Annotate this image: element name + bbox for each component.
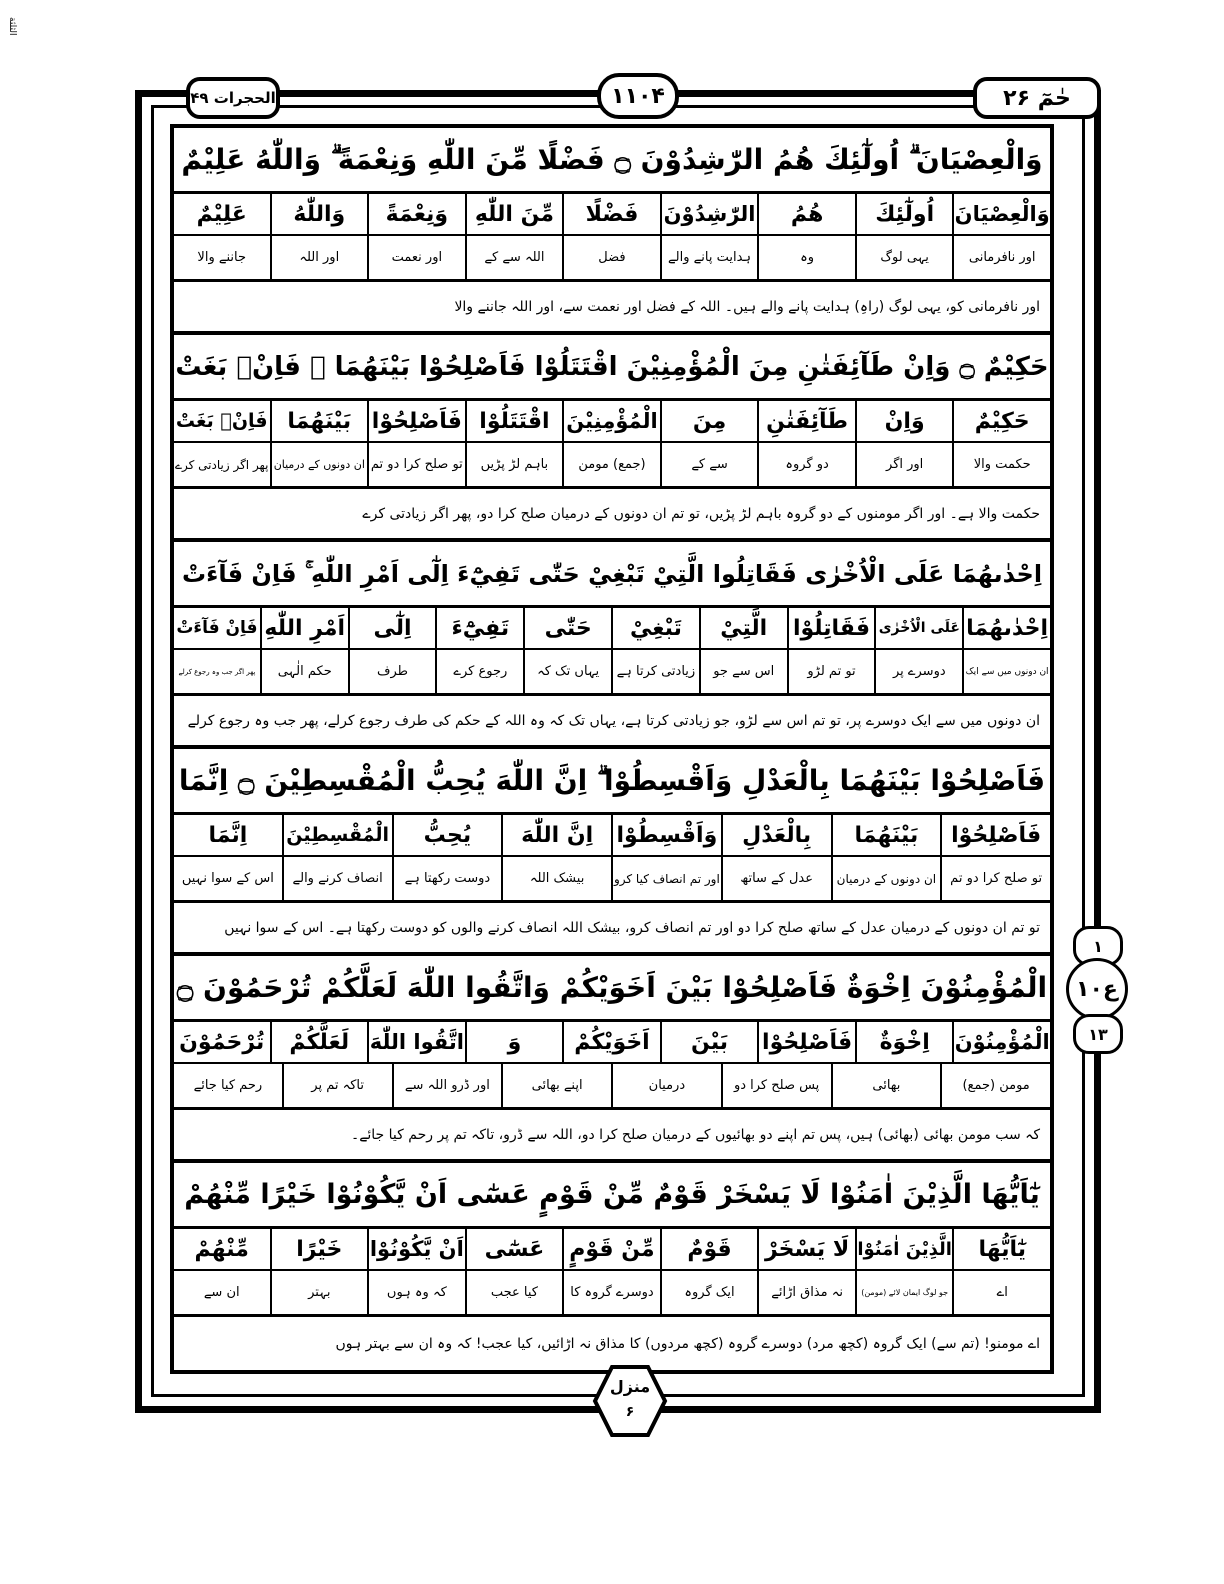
word-cell: طَآئِفَتٰنِ — [757, 401, 855, 441]
meaning-cell: طرف — [348, 650, 436, 693]
word-cell: تَبْغِيْ — [611, 608, 699, 648]
meaning-cell: جاننے والا — [197, 250, 247, 265]
meaning-cell: ان سے — [203, 1285, 240, 1300]
para-label: حٰمٓ ۲۶ — [1003, 85, 1071, 111]
meaning-cell: دو گروہ — [757, 443, 855, 486]
ruku-middle-label: ع۱۰ — [1076, 976, 1118, 1002]
manzil-badge — [592, 1364, 668, 1438]
word-cell: وَاللّٰهُ — [270, 194, 368, 234]
meaning-cell: اے — [952, 1271, 1050, 1314]
ruku-bottom-number: ۱۳ — [1088, 1024, 1108, 1044]
word-cell: اِحْدٰىهُمَا — [962, 608, 1050, 648]
word-cell: مِنَ — [660, 401, 758, 441]
meaning-cell: اللہ سے کے — [465, 236, 563, 279]
word-cell: الْمُقْسِطِيْنَ — [282, 815, 392, 855]
word-cell: بَيْنَ — [660, 1022, 758, 1062]
meaning-row — [174, 236, 1050, 282]
meaning-row — [174, 443, 1050, 489]
meaning-cell: جو لوگ ایمان لائے (مومن) — [855, 1271, 953, 1314]
word-cell: اتَّقُوا اللّٰهَ — [367, 1022, 465, 1062]
word-cell: اِخْوَةٌ — [855, 1022, 953, 1062]
verse-block — [174, 335, 1050, 542]
word-cell: مِّنْهُمْ — [194, 1236, 249, 1262]
word-cell: اُولٰٓئِكَ — [855, 194, 953, 234]
word-cell: فَاِنْ فَآءَتْ — [176, 618, 258, 638]
translation-line: ان دونوں میں سے ایک دوسرے پر، تو تم اس سے لڑو، جو زیادتی کرتا ہے، یہاں تک کہ وہ اللہ کے حکم کی طرف رجوع کرلے، پھر جب وہ رجوع کرلے — [174, 696, 1050, 749]
translation-line: حکمت والا ہے۔ اور اگر مومنوں کے دو گروہ باہم لڑ پڑیں، تو تم ان دونوں کے درمیان صلح کرا دو، پھر اگر زیادتی کرے — [174, 489, 1050, 542]
meaning-cell: حکمت والا — [952, 443, 1050, 486]
meaning-cell: ان دونوں کے درمیان — [831, 857, 941, 900]
word-cell: اِنَّ اللّٰهَ — [501, 815, 611, 855]
word-cell: مِّنْ قَوْمٍ — [562, 1229, 660, 1269]
word-cell: تَفِيْٓءَ — [435, 608, 523, 648]
meaning-cell: اپنے بھائی — [501, 1064, 611, 1107]
verse-block — [174, 128, 1050, 335]
word-cell: بِالْعَدْلِ — [721, 815, 831, 855]
meaning-cell: اس سے جو — [699, 650, 787, 693]
meaning-cell: تو صلح کرا دو تم — [367, 443, 465, 486]
meaning-cell: مومن (جمع) — [940, 1064, 1050, 1107]
meaning-cell: تو تم لڑو — [787, 650, 875, 693]
word-cell: هُمُ — [757, 194, 855, 234]
word-cell: لَعَلَّكُمْ — [270, 1022, 368, 1062]
meaning-cell: انصاف کرنے والے — [282, 857, 392, 900]
arabic-verse-line: وَالْعِصْيَانَ ۗ اُولٰٓئِكَ هُمُ الرّٰشِدُوْنَ ۝ فَضْلًا مِّنَ اللّٰهِ وَنِعْمَةً ۗ وَاللّٰهُ عَلِيْمٌ — [174, 128, 1050, 194]
meaning-cell: حکم الٰہی — [260, 650, 348, 693]
surah-cartouche — [186, 77, 280, 119]
word-cell: وَالْعِصْيَانَ — [952, 194, 1050, 234]
meaning-cell: دوست رکھتا ہے — [392, 857, 502, 900]
meaning-cell: زیادتی کرتا ہے — [611, 650, 699, 693]
word-cell: مِّنَ اللّٰهِ — [465, 194, 563, 234]
meaning-cell: ایک گروہ — [660, 1271, 758, 1314]
meaning-cell: کیا عجب — [465, 1271, 563, 1314]
meaning-row — [174, 650, 1050, 696]
word-row — [174, 1229, 1050, 1271]
meaning-cell: رحم کیا جائے — [193, 1078, 263, 1093]
word-cell: فَضْلًا — [562, 194, 660, 234]
meaning-cell: نہ مذاق اڑائے — [757, 1271, 855, 1314]
meaning-cell: وہ — [757, 236, 855, 279]
arabic-verse-line: اِحْدٰىهُمَا عَلَى الْاُخْرٰى فَقَاتِلُوا الَّتِيْ تَبْغِيْ حَتّٰى تَفِيْٓءَ اِلٰٓى اَمْرِ اللّٰهِ ۚ فَاِنْ فَآءَتْ — [174, 542, 1050, 608]
meaning-cell: رجوع کرے — [435, 650, 523, 693]
meaning-cell: پس صلح کرا دو — [721, 1064, 831, 1107]
meaning-cell: اور ڈرو اللہ سے — [392, 1064, 502, 1107]
ruku-marker-bottom — [1073, 1014, 1123, 1054]
meaning-cell: اس کے سوا نہیں — [181, 871, 274, 886]
manzil-number: ۶ — [625, 1404, 635, 1420]
verse-block — [174, 749, 1050, 956]
translation-line: کہ سب مومن بھائی (بھائی) ہیں، پس تم اپنے دو بھائیوں کے درمیان صلح کرا دو، اللہ سے ڈرو، تاکہ تم پر رحم کیا جائے۔ — [174, 1110, 1050, 1163]
meaning-cell: ان دونوں کے درمیان — [270, 443, 368, 486]
word-cell: وَ — [465, 1022, 563, 1062]
arabic-verse-line: الْمُؤْمِنُوْنَ اِخْوَةٌ فَاَصْلِحُوْا بَيْنَ اَخَوَيْكُمْ وَاتَّقُوا اللّٰهَ لَعَلَّكُمْ تُرْحَمُوْنَ ۝ — [174, 956, 1050, 1022]
hexagon-icon — [592, 1364, 668, 1438]
word-cell: وَاَقْسِطُوْا — [611, 815, 721, 855]
meaning-cell: یہاں تک کہ — [523, 650, 611, 693]
para-cartouche — [973, 77, 1101, 119]
word-row — [174, 1022, 1050, 1064]
meaning-cell: اور اگر — [855, 443, 953, 486]
meaning-cell: اور نعمت — [367, 236, 465, 279]
word-cell: فَاَصْلِحُوْا — [940, 815, 1050, 855]
meaning-cell: باہم لڑ پڑیں — [465, 443, 563, 486]
word-cell: فَقَاتِلُوْا — [787, 608, 875, 648]
word-cell: قَوْمٌ — [660, 1229, 758, 1269]
meaning-cell: تو صلح کرا دو تم — [940, 857, 1050, 900]
meaning-cell: تاکہ تم پر — [282, 1064, 392, 1107]
word-cell: يٰٓاَيُّهَا — [952, 1229, 1050, 1269]
word-cell: يُحِبُّ — [392, 815, 502, 855]
arabic-verse-line: حَكِيْمٌ ۝ وَاِنْ طَآئِفَتٰنِ مِنَ الْمُؤْمِنِيْنَ اقْتَتَلُوْا فَاَصْلِحُوْا بَيْنَهُمَا ۚ فَاِنْۢ بَغَتْ — [174, 335, 1050, 401]
word-cell: حَكِيْمٌ — [952, 401, 1050, 441]
ruku-top-number: ۱ — [1093, 936, 1103, 956]
manzil-label: منزل — [609, 1377, 651, 1396]
word-cell: فَاَصْلِحُوْا — [367, 401, 465, 441]
arabic-verse-line: يٰٓاَيُّهَا الَّذِيْنَ اٰمَنُوْا لَا يَسْخَرْ قَوْمٌ مِّنْ قَوْمٍ عَسٰٓى اَنْ يَّكُوْنُوْا خَيْرًا مِّنْهُمْ — [174, 1163, 1050, 1229]
meaning-cell: دوسرے گروہ کا — [562, 1271, 660, 1314]
meaning-cell: اور تم انصاف کیا کرو — [611, 857, 721, 900]
meaning-cell: دوسرے پر — [874, 650, 962, 693]
word-cell: لَا يَسْخَرْ — [757, 1229, 855, 1269]
meaning-cell: کہ وہ ہوں — [367, 1271, 465, 1314]
arabic-verse-line: فَاَصْلِحُوْا بَيْنَهُمَا بِالْعَدْلِ وَاَقْسِطُوْا ۗ اِنَّ اللّٰهَ يُحِبُّ الْمُقْسِطِيْنَ ۝ اِنَّمَا — [174, 749, 1050, 815]
word-cell: اَمْرِ اللّٰهِ — [260, 608, 348, 648]
word-row — [174, 815, 1050, 857]
meaning-cell: اور اللہ — [270, 236, 368, 279]
word-cell: عَسٰٓى — [465, 1229, 563, 1269]
word-cell: تُرْحَمُوْنَ — [179, 1029, 265, 1055]
meaning-cell: ان دونوں میں سے ایک — [962, 650, 1050, 693]
meaning-cell: ہدایت پانے والے — [660, 236, 758, 279]
page-number: ۱۱۰۴ — [611, 83, 665, 109]
word-cell: عَلِيْمٌ — [196, 201, 247, 227]
meaning-cell: درمیان — [611, 1064, 721, 1107]
word-cell: عَلَى الْاُخْرٰى — [874, 608, 962, 648]
word-cell: اِلٰٓى — [348, 608, 436, 648]
translation-line: اور نافرمانی کو، یہی لوگ (راہِ) ہدایت پانے والے ہیں۔ اللہ کے فضل اور نعمت سے، اور اللہ جاننے والا — [174, 282, 1050, 335]
word-row — [174, 194, 1050, 236]
word-row — [174, 401, 1050, 443]
meaning-cell: بھائی — [831, 1064, 941, 1107]
word-cell: اَنْ يَّكُوْنُوْا — [367, 1229, 465, 1269]
word-cell: خَيْرًا — [270, 1229, 368, 1269]
meaning-cell: بہتر — [270, 1271, 368, 1314]
translation-line: تو تم ان دونوں کے درمیان عدل کے ساتھ صلح کرا دو اور تم انصاف کرو، بیشک اللہ انصاف کرنے والوں کو دوست رکھتا ہے۔ اس کے سوا نہیں — [174, 903, 1050, 956]
ruku-marker — [1066, 958, 1128, 1020]
meaning-cell: پھر اگر زیادتی کرے — [174, 457, 269, 472]
meaning-cell: سے کے — [660, 443, 758, 486]
word-row — [174, 608, 1050, 650]
meaning-cell: اور نافرمانی — [952, 236, 1050, 279]
meaning-cell: بیشک اللہ — [501, 857, 611, 900]
translation-line: اے مومنو! (تم سے) ایک گروہ (کچھ مرد) دوسرے گروہ (کچھ مردوں) کا مذاق نہ اڑائیں، کیا عجب! کہ وہ ان سے بہتر ہوں — [335, 1335, 1040, 1352]
word-cell: بَيْنَهُمَا — [831, 815, 941, 855]
word-cell: وَنِعْمَةً — [367, 194, 465, 234]
meaning-row — [174, 1064, 1050, 1110]
meaning-cell: پھر اگر جب وہ رجوع کرلے — [178, 667, 256, 676]
word-cell: الَّذِيْنَ اٰمَنُوْا — [855, 1229, 953, 1269]
meaning-row — [174, 1271, 1050, 1317]
word-cell: الَّتِيْ — [699, 608, 787, 648]
word-cell: اِنَّمَا — [208, 822, 248, 848]
meaning-cell: (جمع) مومن — [562, 443, 660, 486]
word-cell: الْمُؤْمِنِيْنَ — [562, 401, 660, 441]
verse-block — [174, 1163, 1050, 1370]
meaning-cell: عدل کے ساتھ — [721, 857, 831, 900]
meaning-row — [174, 857, 1050, 903]
verse-block — [174, 956, 1050, 1163]
word-cell: وَاِنْ — [855, 401, 953, 441]
page-number-cartouche — [597, 73, 679, 119]
word-cell: حَتّٰى — [523, 608, 611, 648]
page-content — [170, 124, 1054, 1374]
word-cell: الْمُؤْمِنُوْنَ — [952, 1022, 1050, 1062]
word-cell: فَاِنْۢ بَغَتْ — [175, 410, 268, 432]
word-cell: فَاَصْلِحُوْا — [757, 1022, 855, 1062]
verse-block — [174, 542, 1050, 749]
word-cell: اقْتَتَلُوْا — [465, 401, 563, 441]
meaning-cell: یہی لوگ — [855, 236, 953, 279]
word-cell: بَيْنَهُمَا — [270, 401, 368, 441]
meaning-cell: فضل — [562, 236, 660, 279]
surah-label: الحجرات ۴۹ — [190, 89, 276, 107]
word-cell: الرّٰشِدُوْنَ — [660, 194, 758, 234]
word-cell: اَخَوَيْكُمْ — [562, 1022, 660, 1062]
ruku-side-note: الثلثة — [7, 16, 17, 36]
